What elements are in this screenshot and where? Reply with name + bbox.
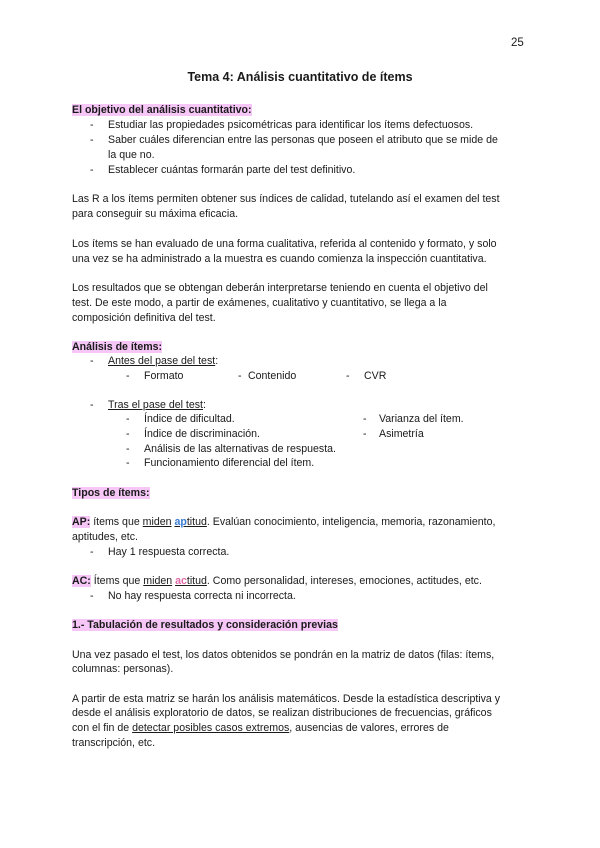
sub-item: - Índice de discriminación.	[126, 428, 260, 440]
sub-item-cvr: - CVR	[346, 370, 387, 382]
list-item: - Saber cuáles diferencian entre las personas que poseen el atributo que se mide de	[90, 134, 498, 146]
paragraph-line: para conseguir su máxima eficacia.	[72, 208, 239, 220]
page-title: Tema 4: Análisis cuantitativo de ítems	[187, 70, 413, 84]
objective-heading: El objetivo del análisis cuantitativo:	[72, 104, 252, 116]
list-item: - Establecer cuántas formarán parte del test definitivo.	[90, 164, 356, 176]
list-item: - Estudiar las propiedades psicométricas para identificar los ítems defectuosos.	[90, 119, 474, 131]
sub-item-contenido: - Contenido	[238, 370, 297, 382]
paragraph-line: columnas: personas).	[72, 663, 174, 675]
list-item: - Hay 1 respuesta correcta.	[90, 546, 230, 558]
list-item-continuation: la que no.	[108, 149, 155, 161]
paragraph-line: composición definitiva del test.	[72, 312, 216, 324]
paragraph-line: con el fin de detectar posibles casos extremos, ausencias de valores, errores de	[72, 722, 449, 734]
sub-item: - Asimetría	[363, 428, 424, 440]
list-item: - Tras el pase del test:	[90, 399, 206, 411]
paragraph-line: Las R a los ítems permiten obtener sus índices de calidad, tutelando así el examen del test	[72, 193, 500, 205]
sub-item: - Funcionamiento diferencial del ítem.	[126, 457, 315, 469]
ap-line: AP: ítems que miden aptitud. Evalúan conocimiento, inteligencia, memoria, razonamiento,	[72, 516, 496, 528]
analysis-heading: Análisis de ítems:	[72, 341, 163, 353]
paragraph-line: A partir de esta matriz se harán los análisis matemáticos. Desde la estadística descriptiva y	[72, 693, 501, 705]
section-heading: 1.- Tabulación de resultados y consideración previas	[72, 619, 338, 631]
sub-item: - Análisis de las alternativas de respuesta.	[126, 443, 336, 455]
sub-item: - Varianza del ítem.	[363, 413, 464, 425]
list-item: - Antes del pase del test:	[90, 355, 219, 367]
paragraph-line: Una vez pasado el test, los datos obtenidos se pondrán en la matriz de datos (filas: ítems,	[72, 649, 495, 661]
types-heading: Tipos de ítems:	[72, 487, 150, 499]
paragraph-line: Los resultados que se obtengan deberán interpretarse teniendo en cuenta el objetivo del	[72, 282, 488, 294]
paragraph-line: desde el análisis exploratorio de datos, se realizan distribuciones de frecuencias, gráficos	[72, 707, 492, 719]
sub-item: - Índice de dificultad.	[126, 413, 235, 425]
sub-item-formato: - Formato	[126, 370, 184, 382]
paragraph-line: aptitudes, etc.	[72, 531, 138, 543]
ac-line: AC: Ítems que miden actitud. Como personalidad, intereses, emociones, actitudes, etc.	[72, 575, 482, 587]
paragraph-line: Los ítems se han evaluado de una forma cualitativa, referida al contenido y formato, y solo	[72, 238, 497, 250]
paragraph-line: transcripción, etc.	[72, 737, 156, 749]
page-number: 25	[511, 37, 524, 49]
paragraph-line: test. De este modo, a partir de exámenes, cualitativo y cuantitativo, se llega a la	[72, 297, 447, 309]
paragraph-line: una vez se ha administrado a la muestra es cuando comienza la inspección cuantitativa.	[72, 253, 487, 265]
list-item: - No hay respuesta correcta ni incorrecta.	[90, 590, 296, 602]
